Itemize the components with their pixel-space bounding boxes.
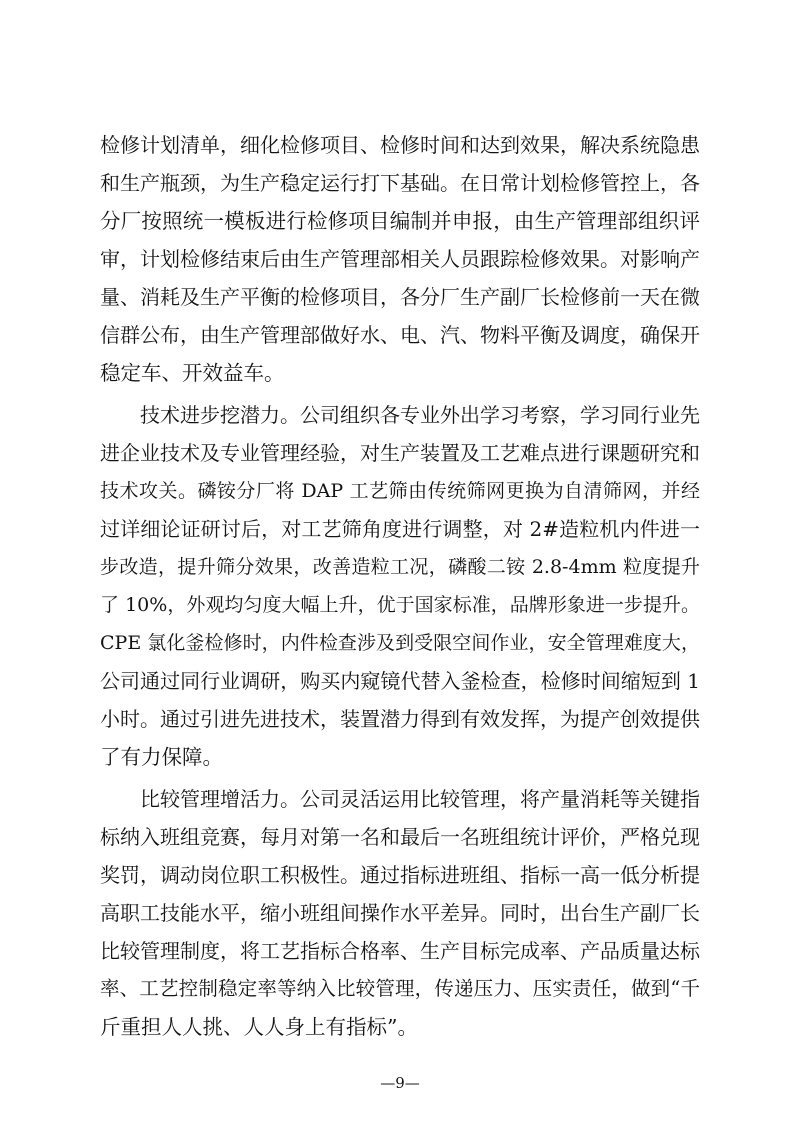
paragraph-1-line: 分厂按照统一模板进行检修项目编制并申报，由生产管理部组织评 — [100, 209, 700, 233]
paragraph-3-line: 标纳入班组竞赛，每月对第一名和最后一名班组统计评价，严格兑现 — [100, 825, 700, 849]
paragraph-1-line: 稳定车、开效益车。 — [100, 361, 285, 385]
paragraph-2-line: 了有力保障。 — [100, 745, 223, 769]
paragraph-2-line: 公司通过同行业调研，购买内窥镜代替入釜检查，检修时间缩短到 1 — [100, 669, 700, 693]
paragraph-2-line: 进企业技术及专业管理经验，对生产装置及工艺难点进行课题研究和 — [100, 441, 700, 465]
paragraph-3-line: 率、工艺控制稳定率等纳入比较管理，传递压力、压实责任，做到“千 — [100, 977, 700, 1000]
paragraph-2-line: 了 10%，外观均匀度大幅上升，优于国家标准，品牌形象进一步提升。 — [100, 594, 700, 616]
paragraph-2-line: 技术攻关。磷铵分厂将 DAP 工艺筛由传统筛网更换为自清筛网，并经 — [100, 480, 700, 502]
paragraph-1-line: 检修计划清单，细化检修项目、检修时间和达到效果，解决系统隐患 — [100, 133, 700, 157]
paragraph-3-line: 比较管理增活力。公司灵活运用比较管理，将产量消耗等关键指 — [140, 787, 700, 811]
paragraph-3-line: 奖罚，调动岗位职工积极性。通过指标进班组、指标一高一低分析提 — [100, 863, 700, 887]
paragraph-2-line: 过详细论证研讨后，对工艺筛角度进行调整，对 2#造粒机内件进一 — [100, 517, 700, 541]
page-number: —9— — [380, 1074, 420, 1092]
paragraph-1-line: 审，计划检修结束后由生产管理部相关人员跟踪检修效果。对影响产 — [100, 247, 700, 271]
paragraph-2-line: 技术进步挖潜力。公司组织各专业外出学习考察，学习同行业先 — [140, 403, 700, 427]
paragraph-3-line: 高职工技能水平，缩小班组间操作水平差异。同时，出台生产副厂长 — [100, 901, 700, 925]
paragraph-1-line: 和生产瓶颈，为生产稳定运行打下基础。在日常计划检修管控上，各 — [100, 171, 700, 195]
paragraph-2-line: CPE 氯化釜检修时，内件检查涉及到受限空间作业，安全管理难度大， — [100, 632, 700, 654]
paragraph-1-line: 量、消耗及生产平衡的检修项目，各分厂生产副厂长检修前一天在微 — [100, 285, 700, 309]
paragraph-3-line: 斤重担人人挑、人人身上有指标”。 — [100, 1015, 418, 1039]
paragraph-2-line: 小时。通过引进先进技术，装置潜力得到有效发挥，为提产创效提供 — [100, 707, 700, 731]
paragraph-2-line: 步改造，提升筛分效果，改善造粒工况，磷酸二铵 2.8-4mm 粒度提升 — [100, 556, 700, 578]
paragraph-1-line: 信群公布，由生产管理部做好水、电、汽、物料平衡及调度，确保开 — [100, 323, 700, 347]
paragraph-3-line: 比较管理制度，将工艺指标合格率、生产目标完成率、产品质量达标 — [100, 939, 700, 963]
